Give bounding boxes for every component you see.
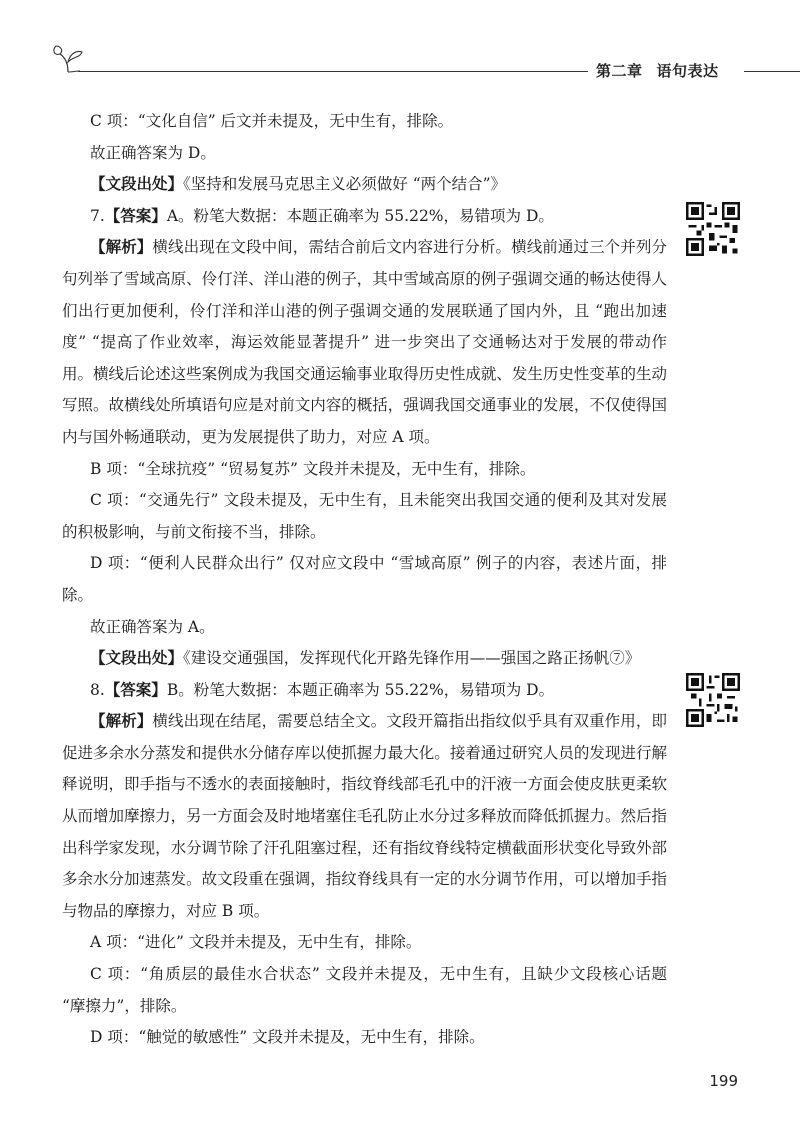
leaf-icon	[50, 44, 86, 74]
source-label: 【文段出处】	[90, 649, 184, 668]
source-paragraph: 【文段出处】《坚持和发展马克思主义必须做好 “两个结合”》	[90, 175, 507, 194]
answer-paragraph: 7.【答案】A。粉笔大数据：本题正确率为 55.22%，易错项为 D。	[90, 206, 554, 225]
paragraph: A 项：“进化” 文段并未提及，无中生有，排除。	[90, 933, 422, 952]
paragraph: D 项：“便利人民群众出行” 仅对应文段中 “雪域高原” 例子的内容，表述片面，排除。	[62, 554, 667, 604]
qr-code-icon[interactable]	[686, 673, 740, 727]
header-rule-right	[744, 71, 800, 72]
page-header	[0, 0, 800, 90]
paragraph: C 项：“文化自信” 后文并未提及，无中生有，排除。	[90, 112, 454, 130]
paragraph: B 项：“全球抗疫” “贸易复苏” 文段并未提及，无中生有，排除。	[90, 459, 536, 478]
paragraph: C 项：“交通先行” 文段未提及，无中生有，且未能突出我国交通的便利及其对发展的积极影响，与前文衔接不当，排除。	[62, 491, 667, 541]
section-label: 语句表达	[656, 62, 719, 80]
header-title	[596, 60, 719, 81]
source-paragraph: 【文段出处】《建设交通强国，发挥现代化开路先锋作用——强国之路正扬帆⑦》	[90, 649, 641, 668]
analysis-paragraph: 【解析】横线出现在结尾，需要总结全文。文段开篇指出指纹似乎具有双重作用，即促进多余水分蒸发和提供水分储存库以使抓握力最大化。接着通过研究人员的发现进行解释说明，即手指与不透水的表面接触时，指纹脊线部毛孔中的汗液一方面会使皮肤更柔软从而增加摩擦力，另一方面会及时地堵塞住毛孔防止水分过多释放而降低抓握力。然后指出科学家发现，水分调节除了汗孔阻塞过程，还有指纹脊线特定横截面形状变化导致外部多余水分加速蒸发。故文段重在强调，指纹脊线具有一定的水分调节作用，可以增加手指与物品的摩擦力，对应 B 项。	[62, 712, 667, 920]
paragraph: 故正确答案为 D。	[90, 143, 216, 162]
qr-code-icon[interactable]	[686, 202, 740, 256]
source-label: 【文段出处】	[90, 175, 184, 194]
page-number: 199	[709, 1072, 738, 1090]
answer-label: 【答案】	[104, 680, 167, 699]
paragraph: C 项：“角质层的最佳水合状态” 文段并未提及，无中生有，且缺少文段核心话题 “摩擦力”，排除。	[62, 965, 667, 1015]
header-rule	[78, 71, 588, 72]
paragraph: 故正确答案为 A。	[90, 617, 215, 636]
document-body	[62, 106, 667, 1054]
paragraph: D 项：“触觉的敏感性” 文段并未提及，无中生有，排除。	[90, 1028, 485, 1047]
answer-label: 【答案】	[104, 206, 167, 225]
analysis-label: 【解析】	[90, 712, 153, 731]
answer-paragraph: 8.【答案】B。粉笔大数据：本题正确率为 55.22%，易错项为 D。	[90, 680, 555, 699]
analysis-label: 【解析】	[90, 238, 153, 257]
analysis-paragraph: 【解析】横线出现在文段中间，需结合前后文内容进行分析。横线前通过三个并列分句列举了雪域高原、伶仃洋、洋山港的例子，其中雪域高原的例子强调交通的畅达使得人们出行更加便利，伶仃洋和洋山港的例子强调交通的发展联通了国内外，且 “跑出加速度” “提高了作业效率，海运效能显著提升” 进一步突出了交通畅达对于发展的带动作用。横线后论述这些案例成为我国交通运输事业取得历史性成就、发生历史性变革的生动写照。故横线处所填语句应是对前文内容的概括，强调我国交通事业的发展，不仅使得国内与国外畅通联动，更为发展提供了助力，对应 A 项。	[62, 238, 667, 446]
chapter-label: 第二章	[596, 62, 643, 80]
